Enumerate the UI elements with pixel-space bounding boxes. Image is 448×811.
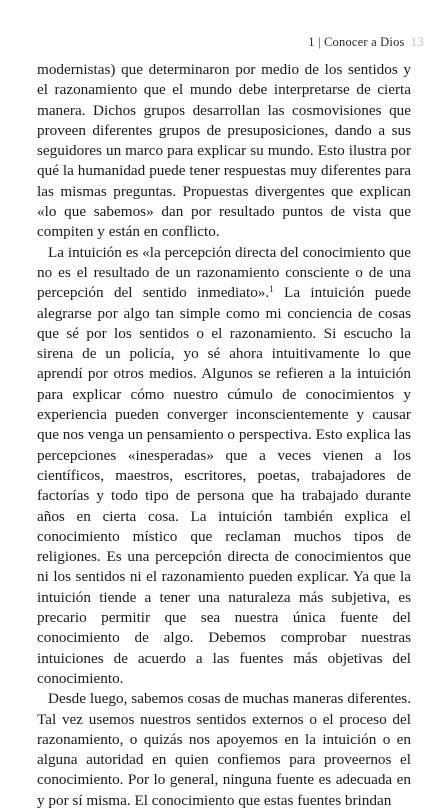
paragraph-3: Desde luego, sabemos cosas de muchas maneras diferentes. Tal vez usemos nuestros sentidos externos o el proceso del razonamiento, o quizás nos apoyemos en la intuición o en alguna autoridad en quien confiemos para proveernos el conocimiento. Por lo general, ninguna fuente es adecuada en y por sí misma. El conocimiento que estas fuentes brindan bbox=[37, 690, 411, 809]
paragraph-1: modernistas) que determinaron por medio de los sentidos y el razonamiento que el mundo debe interpretarse de cierta manera. Dichos grupos desarrollan las cosmovisiones que proveen diferentes grupos de presuposiciones, dando a sus seguidores un marco para explicar su mundo. Esto ilustra por qué la humanidad puede tener respuestas muy diferentes para las mismas preguntas. Propuestas divergentes que explican «lo que sabemos» dan por resultado puntos de vista que compiten y están en conflicto. bbox=[37, 61, 411, 241]
main-text bbox=[37, 60, 411, 811]
paragraph-2 bbox=[37, 243, 411, 690]
paragraph-2-text-end: La intuición puede alegrarse por algo tan simple como mi conciencia de cosas que sé por los sentidos o el razonamiento. Si escucho la sirena de un policía, yo sé ahora intuitivamente lo que aprendí por otros medios. Algunos se refieren a la intuición para explicar cómo nuestro cúmulo de conocimientos y experiencia pueden converger inconscientemente y causar que nos venga un pensamiento o perspectiva. Esto explica las percepciones «inesperadas» que a veces vienen a los científicos, maestros, escritores, poetas, trabajadores de factorías y todo tipo de persona que ha trabajado durante años en cierta cosa. La intuición también explica el conocimiento místico que reclaman muchos tipos de religiones. Es una percepción directa de conocimientos que ni los sentidos ni el razonamiento pueden explicar. Ya que la intuición tiende a tener una naturaleza más subjetiva, es precario permitir que sea nuestra única fuente del conocimiento de algo. Debemos comprobar nuestras intuiciones de acuerdo a las fuentes más objetivas del conocimiento. bbox=[37, 284, 412, 687]
running-header bbox=[308, 34, 424, 50]
paragraph-2-text-start: La intuición es «la percepción directa del conocimiento que no es el resultado de un razonamiento consciente o de una percepción del sentido inmediato». bbox=[37, 243, 411, 302]
footnote-reference: 1 bbox=[269, 284, 274, 295]
page-number: 13 bbox=[410, 34, 424, 49]
running-head-title: 1 | Conocer a Dios bbox=[308, 35, 405, 49]
